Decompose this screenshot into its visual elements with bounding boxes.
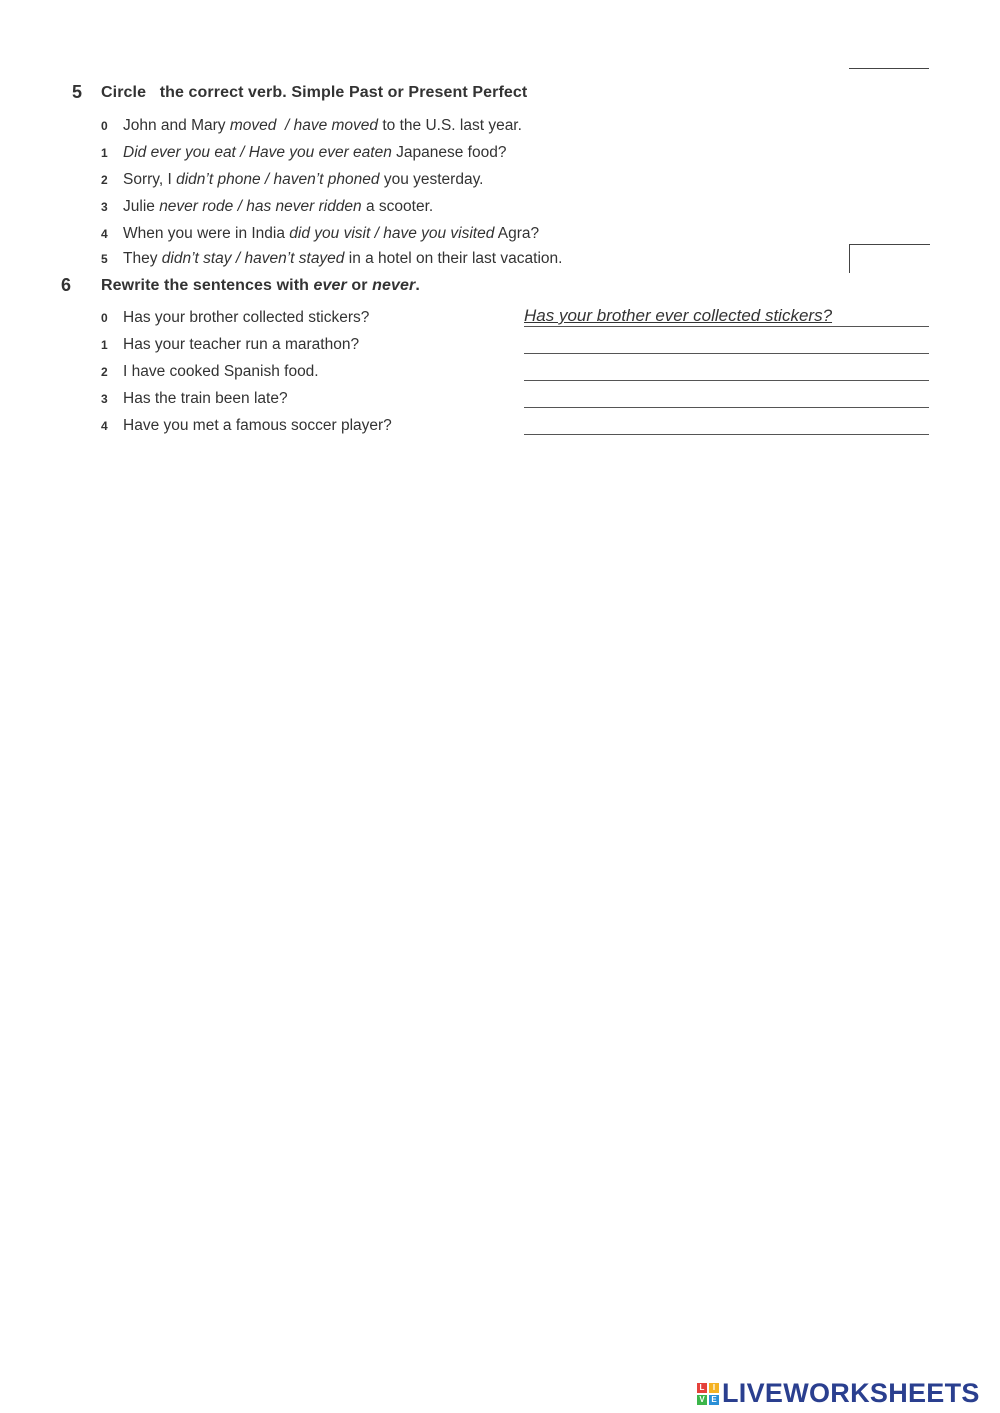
answer-input-2[interactable] <box>524 360 929 381</box>
ex6-item-1 <box>101 336 359 354</box>
logo-letter: L <box>697 1383 707 1393</box>
verb-options[interactable]: did you visit / have you visited <box>289 225 495 242</box>
title-text: Rewrite the sentences with <box>101 277 314 294</box>
item-text: a scooter. <box>361 198 434 215</box>
item-number: 1 <box>101 146 108 160</box>
ex6-item-2 <box>101 363 319 381</box>
ex5-item-4 <box>101 225 539 243</box>
item-text: They <box>123 250 162 267</box>
ex5-item-3 <box>101 198 433 216</box>
logo-mark-icon <box>697 1383 719 1405</box>
item-number: 4 <box>101 227 108 241</box>
item-text: Have you met a famous soccer player? <box>123 417 392 434</box>
item-text: Japanese food? <box>391 144 507 161</box>
title-text: or <box>346 277 373 294</box>
item-text: Has your teacher run a marathon? <box>123 336 360 353</box>
ex5-item-0 <box>101 117 522 135</box>
item-text: John and Mary <box>123 117 230 134</box>
example-answer: Has your brother ever collected stickers? <box>524 306 833 325</box>
item-text: Has the train been late? <box>123 390 288 407</box>
exercise-6-number: 6 <box>61 275 72 295</box>
verb-options[interactable]: never rode / has never ridden <box>159 198 362 215</box>
verb-options[interactable]: didn’t stay / haven’t stayed <box>161 250 345 267</box>
logo-letter: V <box>697 1395 707 1405</box>
ex5-item-1 <box>101 144 506 162</box>
title-text: . <box>415 277 420 294</box>
item-text: in a hotel on their last vacation. <box>344 250 563 267</box>
answer-input-3[interactable] <box>524 387 929 408</box>
item-number: 5 <box>101 252 108 266</box>
item-number: 3 <box>101 392 108 406</box>
logo-text: LIVEWORKSHEETS <box>722 1378 980 1408</box>
exercise-6-title <box>101 277 420 295</box>
item-text: Agra? <box>494 225 540 242</box>
score-line <box>849 68 929 69</box>
item-number: 2 <box>101 365 108 379</box>
title-keyword: ever <box>313 277 347 294</box>
answer-input-1[interactable] <box>524 333 929 354</box>
item-text: to the U.S. last year. <box>378 117 522 134</box>
item-text: When you were in India <box>123 225 290 242</box>
item-text: Julie <box>123 198 160 215</box>
ex6-item-3 <box>101 390 288 408</box>
answer-input-4[interactable] <box>524 414 929 435</box>
item-number: 4 <box>101 419 108 433</box>
exercise-5-number: 5 <box>72 82 83 102</box>
item-text: Sorry, I <box>123 171 177 188</box>
item-number: 2 <box>101 173 108 187</box>
ex6-item-0 <box>101 309 369 327</box>
item-number: 0 <box>101 311 108 325</box>
logo-letter: I <box>709 1383 719 1393</box>
verb-options[interactable]: Did ever you eat / Have you ever eaten <box>123 144 392 161</box>
verb-options[interactable]: didn’t phone / haven’t phoned <box>176 171 380 188</box>
ex6-item-4 <box>101 417 392 435</box>
logo-letter: E <box>709 1395 719 1405</box>
item-text: I have cooked Spanish food. <box>123 363 319 380</box>
item-number: 1 <box>101 338 108 352</box>
item-number: 0 <box>101 119 108 133</box>
ex5-item-2 <box>101 171 483 189</box>
liveworksheets-logo <box>697 1378 980 1409</box>
item-text: Has your brother collected stickers? <box>123 309 370 326</box>
exercise-5-title: Circle the correct verb. Simple Past or Present Perfect <box>101 84 528 101</box>
ex5-item-5 <box>101 250 562 268</box>
title-keyword: never <box>372 277 416 294</box>
score-box <box>849 244 930 273</box>
answer-line-0 <box>524 306 929 327</box>
item-number: 3 <box>101 200 108 214</box>
item-text: you yesterday. <box>379 171 484 188</box>
verb-options[interactable]: moved / have moved <box>229 117 379 134</box>
